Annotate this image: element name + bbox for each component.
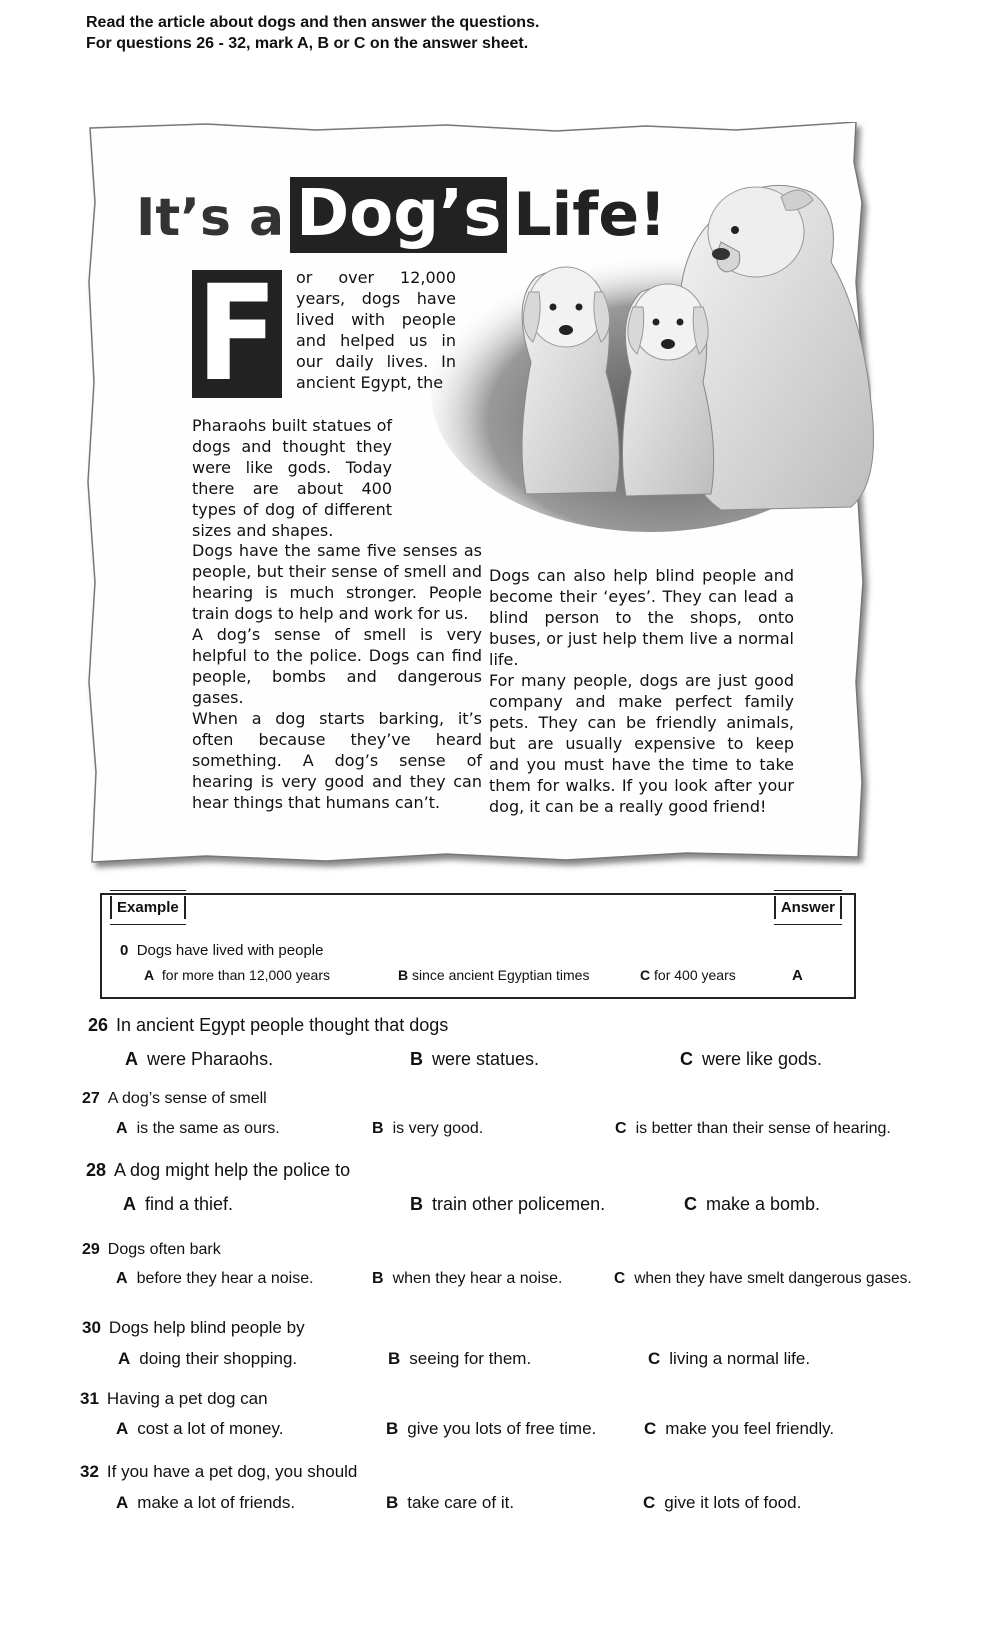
option-text: give you lots of free time. — [407, 1419, 597, 1438]
question-text: A dog might help the police to — [114, 1160, 351, 1180]
question-29 — [82, 1241, 221, 1259]
option-text: is the same as ours. — [136, 1120, 280, 1137]
option-text: for 400 years — [654, 967, 736, 983]
example-question-text: Dogs have lived with people — [136, 942, 324, 959]
option-text: find a thief. — [145, 1194, 234, 1214]
option-29-a[interactable] — [116, 1270, 314, 1288]
option-text: seeing for them. — [409, 1349, 532, 1368]
option-text: doing their shopping. — [139, 1349, 298, 1368]
title-part-3: Life! — [513, 180, 667, 250]
option-32-c[interactable] — [643, 1493, 801, 1513]
option-text: make a bomb. — [706, 1194, 821, 1214]
question-text: Dogs help blind people by — [108, 1318, 305, 1337]
question-27 — [82, 1090, 267, 1108]
option-text: give it lots of food. — [664, 1493, 802, 1512]
column-1-paragraph: Dogs have the same five senses as people, but their sense of smell and hearing is much stronger. People train dogs to help and work for us. — [192, 541, 482, 623]
option-text: take care of it. — [407, 1493, 515, 1512]
option-letter: B — [372, 1270, 384, 1287]
example-option-b — [398, 967, 589, 983]
option-30-b[interactable] — [388, 1349, 531, 1369]
question-26 — [88, 1015, 448, 1036]
option-text: make you feel friendly. — [665, 1419, 835, 1438]
option-30-a[interactable] — [118, 1349, 297, 1369]
option-28-b[interactable] — [410, 1194, 605, 1215]
question-28 — [86, 1160, 350, 1181]
dogs-photo — [421, 142, 891, 537]
intro-paragraph-part-b: Pharaohs built statues of dogs and thought they were like gods. Today there are about 400 types of dog of different sizes and shapes. — [192, 416, 392, 540]
option-text: is better than their sense of hearing. — [635, 1120, 891, 1137]
option-letter: C — [640, 967, 651, 983]
option-text: were statues. — [432, 1049, 540, 1069]
option-letter: C — [644, 1419, 657, 1438]
option-letter: B — [398, 967, 409, 983]
column-1-paragraph: When a dog starts barking, it’s often because they’ve heard something. A dog’s sense of hearing is very good and they can hear things that humans can’t. — [192, 709, 482, 812]
question-text: Dogs often bark — [107, 1241, 221, 1258]
option-31-c[interactable] — [644, 1419, 834, 1439]
option-letter: C — [615, 1120, 627, 1137]
option-letter: B — [386, 1493, 399, 1512]
option-letter: B — [410, 1194, 423, 1214]
option-letter: B — [372, 1120, 384, 1137]
option-text: is very good. — [392, 1120, 484, 1137]
example-box — [100, 893, 856, 999]
article-card — [86, 122, 896, 892]
option-30-c[interactable] — [648, 1349, 810, 1369]
option-letter: A — [116, 1419, 129, 1438]
question-text: In ancient Egypt people thought that dogs — [116, 1015, 449, 1035]
option-text: cost a lot of money. — [137, 1419, 284, 1438]
option-letter: B — [386, 1419, 399, 1438]
option-text: when they hear a noise. — [392, 1270, 563, 1287]
option-letter: A — [118, 1349, 131, 1368]
question-text: A dog’s sense of smell — [107, 1090, 267, 1107]
example-option-a — [144, 967, 330, 983]
option-letter: C — [648, 1349, 661, 1368]
column-2-paragraph: For many people, dogs are just good company and make perfect family pets. They can be friendly animals, but are usually expensive to keep and you must have the time to take them for walks. If you look after your dog, it can be a really good friend! — [489, 671, 794, 816]
article-column-2 — [489, 565, 794, 817]
question-text: Having a pet dog can — [106, 1389, 268, 1408]
question-number: 26 — [88, 1015, 109, 1035]
intro-paragraph-part-a: or over 12,000 years, dogs have lived with people and helped us in our daily lives. In ancient Egypt, the — [296, 268, 456, 392]
option-letter: A — [125, 1049, 138, 1069]
question-text: If you have a pet dog, you should — [106, 1462, 358, 1481]
answer-label: Answer — [774, 896, 842, 919]
option-text: train other policemen. — [432, 1194, 606, 1214]
option-26-c[interactable] — [680, 1049, 822, 1070]
option-26-a[interactable] — [125, 1049, 273, 1070]
question-number: 31 — [80, 1389, 99, 1408]
option-29-b[interactable] — [372, 1270, 562, 1288]
option-27-b[interactable] — [372, 1120, 483, 1138]
option-27-a[interactable] — [116, 1120, 280, 1138]
option-text: make a lot of friends. — [137, 1493, 296, 1512]
option-text: when they have smelt dangerous gases. — [634, 1270, 912, 1287]
option-26-b[interactable] — [410, 1049, 539, 1070]
drop-cap: F — [192, 270, 282, 398]
question-31 — [80, 1389, 268, 1409]
example-answer: A — [792, 967, 803, 984]
option-letter: A — [116, 1270, 128, 1287]
column-1-paragraph: A dog’s sense of smell is very helpful to the police. Dogs can find people, bombs and dangerous gases. — [192, 625, 482, 707]
option-text: living a normal life. — [669, 1349, 811, 1368]
article-column-1 — [192, 540, 482, 813]
example-question — [120, 942, 323, 959]
question-number: 29 — [82, 1241, 100, 1258]
option-letter: B — [410, 1049, 423, 1069]
option-29-c[interactable] — [614, 1270, 912, 1288]
option-letter: A — [144, 967, 155, 983]
option-text: since ancient Egyptian times — [412, 967, 590, 983]
option-28-a[interactable] — [123, 1194, 233, 1215]
option-32-b[interactable] — [386, 1493, 514, 1513]
option-text: for more than 12,000 years — [161, 967, 331, 983]
example-label: Example — [110, 896, 186, 919]
question-32 — [80, 1462, 357, 1482]
option-28-c[interactable] — [684, 1194, 820, 1215]
example-option-c — [640, 967, 736, 983]
instructions-line-1: Read the article about dogs and then answer the questions. — [86, 14, 540, 31]
instructions — [86, 12, 539, 54]
option-letter: C — [614, 1270, 626, 1287]
instructions-line-2: For questions 26 - 32, mark A, B or C on the answer sheet. — [86, 35, 529, 52]
option-letter: A — [116, 1493, 129, 1512]
column-2-paragraph: Dogs can also help blind people and become their ‘eyes’. They can lead a blind person to the shops, onto buses, or just help them live a normal life. — [489, 566, 794, 669]
option-letter: B — [388, 1349, 401, 1368]
option-text: were like gods. — [702, 1049, 823, 1069]
question-number: 30 — [82, 1318, 101, 1337]
option-letter: A — [123, 1194, 136, 1214]
option-letter: C — [684, 1194, 697, 1214]
question-number: 28 — [86, 1160, 107, 1180]
option-31-a[interactable] — [116, 1419, 283, 1439]
title-part-1: It’s a — [136, 188, 285, 248]
title-part-2: Dog’s — [290, 177, 507, 253]
question-30 — [82, 1318, 305, 1338]
question-number: 32 — [80, 1462, 99, 1481]
option-32-a[interactable] — [116, 1493, 295, 1513]
question-number: 27 — [82, 1090, 100, 1107]
example-number: 0 — [120, 942, 129, 959]
option-31-b[interactable] — [386, 1419, 596, 1439]
option-text: before they hear a noise. — [136, 1270, 314, 1287]
option-27-c[interactable] — [615, 1120, 891, 1138]
option-letter: C — [680, 1049, 693, 1069]
option-letter: A — [116, 1120, 128, 1137]
option-letter: C — [643, 1493, 656, 1512]
option-text: were Pharaohs. — [147, 1049, 274, 1069]
